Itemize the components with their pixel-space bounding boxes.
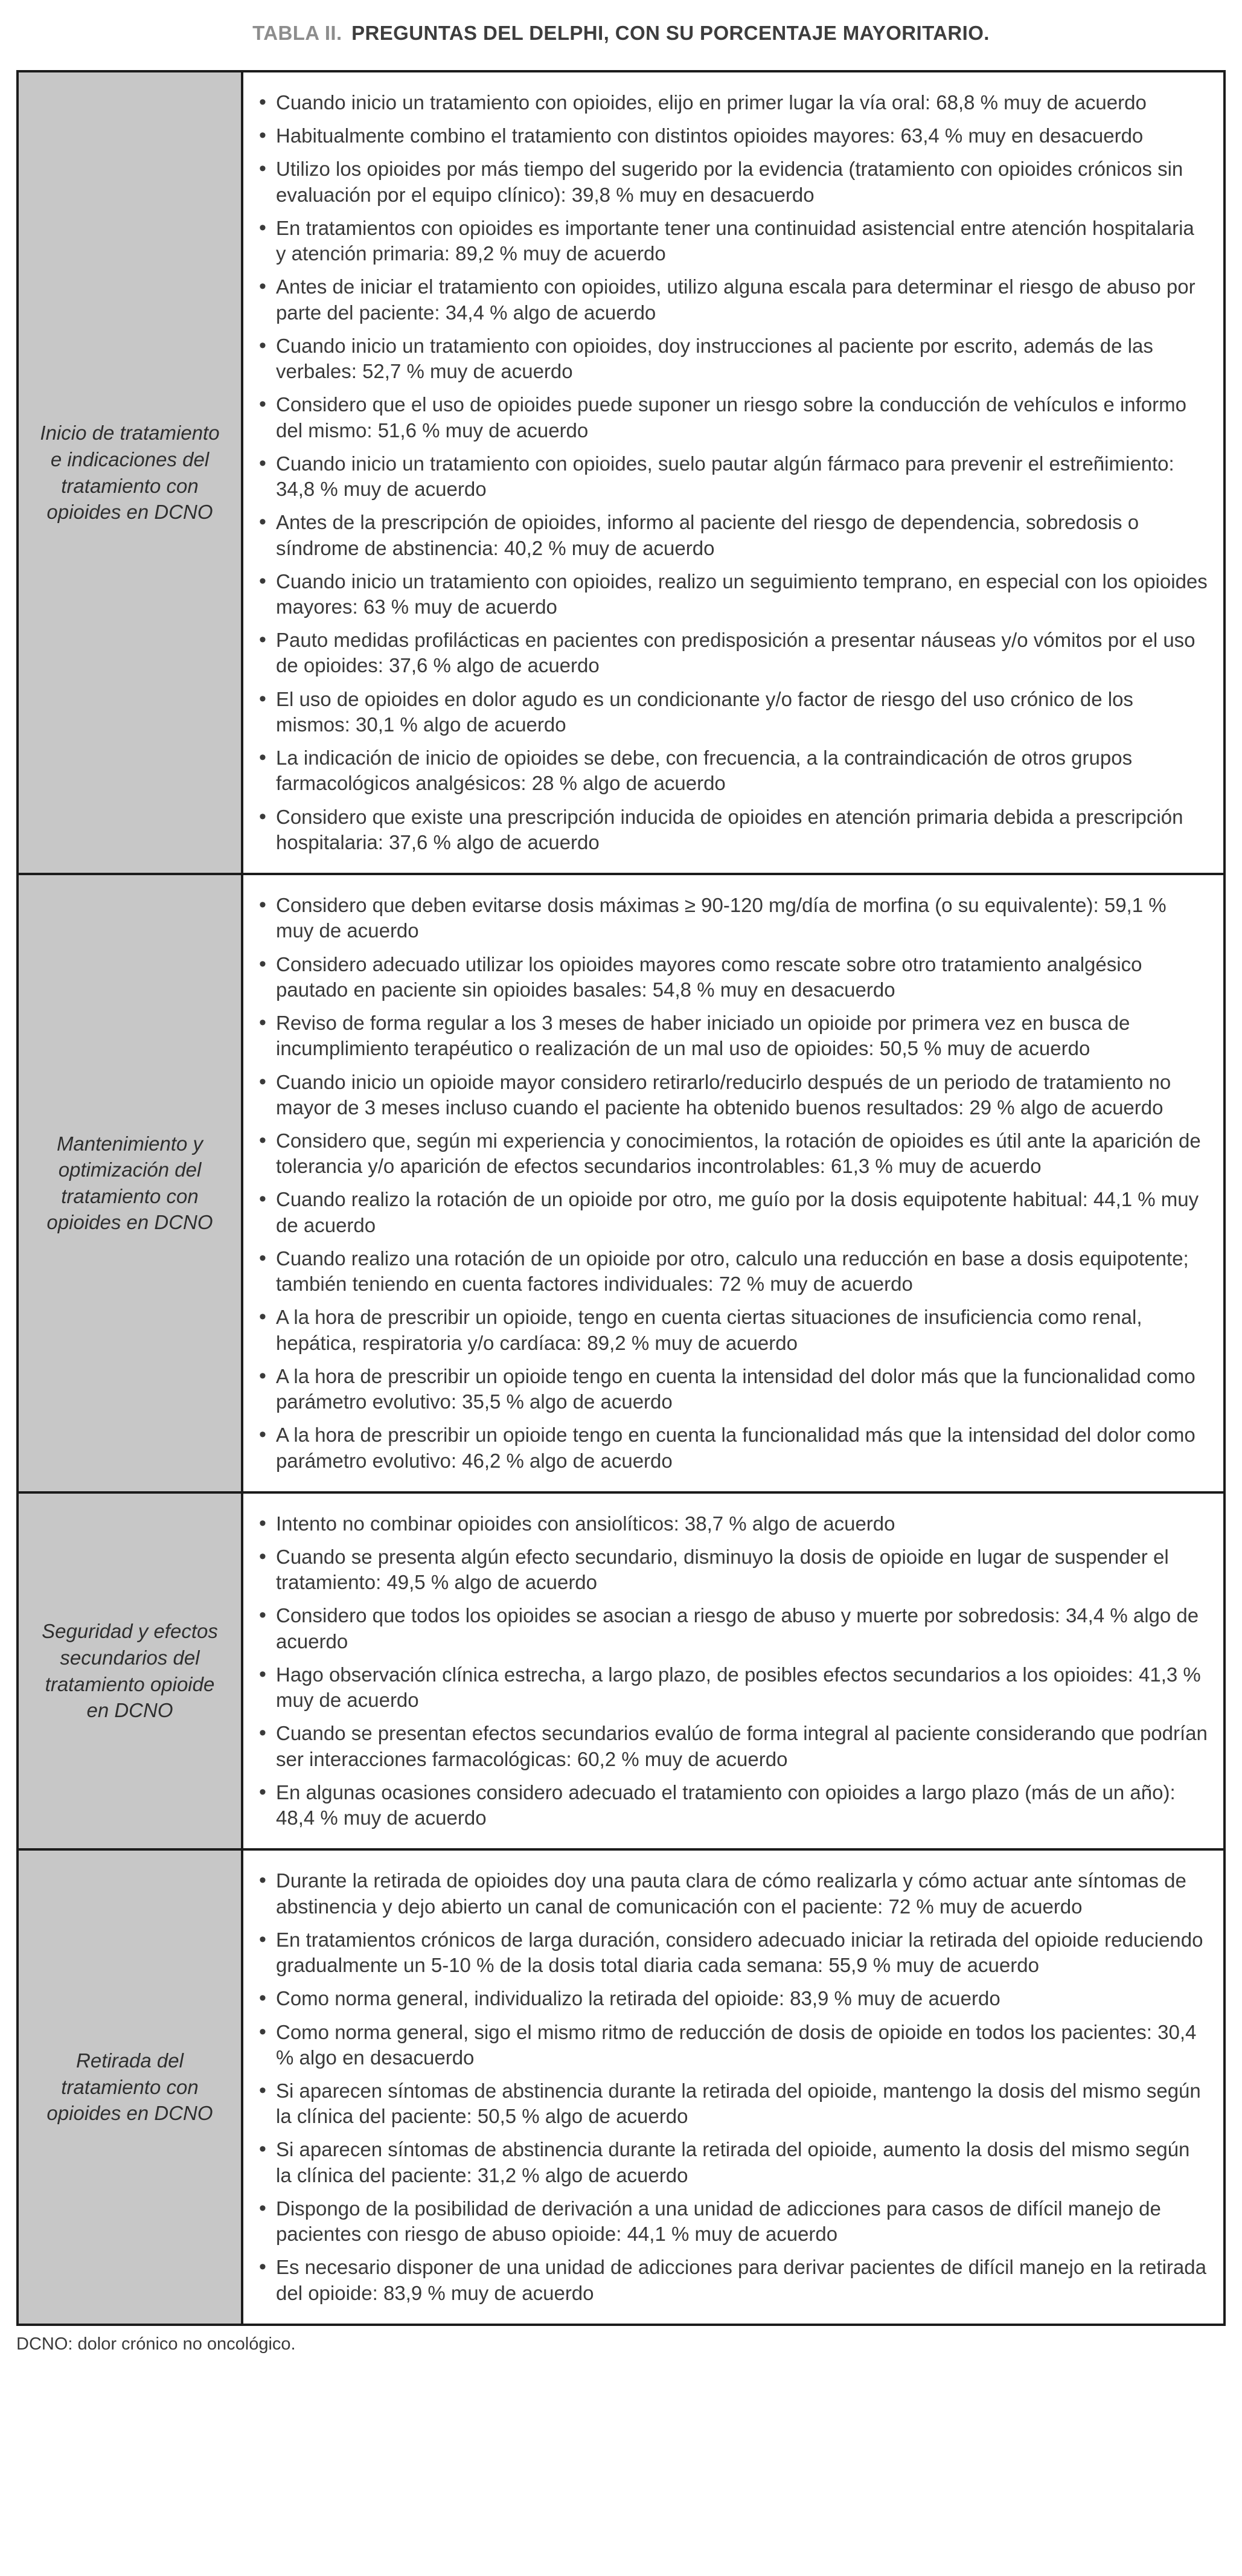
question-item: • Cuando se presentan efectos secundarios evalúo de forma integral al paciente considerando que podrían ser interacciones farmacológicas: 60,2 % muy de acuerdo bbox=[252, 1721, 1208, 1771]
table-title-label: TABLA II. bbox=[252, 22, 342, 44]
question-item: • Cuando inicio un tratamiento con opioides, suelo pautar algún fármaco para prevenir el estreñimiento: 34,8 % muy de acuerdo bbox=[252, 451, 1208, 502]
table-row bbox=[18, 1492, 1224, 1850]
question-item: • Si aparecen síntomas de abstinencia durante la retirada del opioide, mantengo la dosis del mismo según la clínica del paciente: 50,5 % algo de acuerdo bbox=[252, 2078, 1208, 2129]
table-title-text: PREGUNTAS DEL DELPHI, CON SU PORCENTAJE MAYORITARIO. bbox=[351, 22, 990, 44]
question-list bbox=[252, 893, 1208, 1474]
question-item: • Cuando inicio un opioide mayor considero retirarlo/reducirlo después de un periodo de tratamiento no mayor de 3 meses incluso cuando el paciente ha obtenido buenos resultados: 29 % algo de acuerdo bbox=[252, 1070, 1208, 1120]
question-item: • Antes de iniciar el tratamiento con opioides, utilizo alguna escala para determinar el riesgo de abuso por parte del paciente: 34,4 % algo de acuerdo bbox=[252, 274, 1208, 325]
table-row bbox=[18, 874, 1224, 1492]
question-item: • Cuando realizo la rotación de un opioide por otro, me guío por la dosis equipotente habitual: 44,1 % muy de acuerdo bbox=[252, 1187, 1208, 1238]
question-item: • Considero que todos los opioides se asocian a riesgo de abuso y muerte por sobredosis: 34,4 % algo de acuerdo bbox=[252, 1603, 1208, 1654]
category-label: Seguridad y efectos secundarios del tratamiento opioide en DCNO bbox=[42, 1620, 218, 1722]
question-item: • Si aparecen síntomas de abstinencia durante la retirada del opioide, aumento la dosis del mismo según la clínica del paciente: 31,2 % algo de acuerdo bbox=[252, 2137, 1208, 2188]
delphi-table bbox=[16, 70, 1226, 2326]
delphi-table-body bbox=[18, 71, 1224, 2325]
question-item: • Considero que el uso de opioides puede suponer un riesgo sobre la conducción de vehículos e informo del mismo: 51,6 % muy de acuerdo bbox=[252, 392, 1208, 443]
category-cell bbox=[18, 874, 242, 1492]
question-item: • Como norma general, sigo el mismo ritmo de reducción de dosis de opioide en todos los pacientes: 30,4 % algo en desacuerdo bbox=[252, 2020, 1208, 2070]
table-title bbox=[16, 22, 1226, 45]
question-item: • Cuando inicio un tratamiento con opioides, realizo un seguimiento temprano, en especial con los opioides mayores: 63 % muy de acuerdo bbox=[252, 569, 1208, 620]
category-label: Inicio de tratamiento e indicaciones del tratamiento con opioides en DCNO bbox=[40, 422, 220, 524]
question-item: • Antes de la prescripción de opioides, informo al paciente del riesgo de dependencia, sobredosis o síndrome de abstinencia: 40,2 % muy de acuerdo bbox=[252, 510, 1208, 560]
question-item: • Considero que, según mi experiencia y conocimientos, la rotación de opioides es útil ante la aparición de tolerancia y/o aparición de efectos secundarios incontrolables: 61,3 % muy de acuerdo bbox=[252, 1128, 1208, 1179]
question-list bbox=[252, 1868, 1208, 2306]
category-label: Retirada del tratamiento con opioides en DCNO bbox=[46, 2049, 213, 2125]
question-item: • Pauto medidas profilácticas en pacientes con predisposición a presentar náuseas y/o vómitos por el uso de opioides: 37,6 % algo de acuerdo bbox=[252, 628, 1208, 678]
category-label: Mantenimiento y optimización del tratamiento con opioides en DCNO bbox=[46, 1132, 213, 1234]
table-row bbox=[18, 71, 1224, 874]
question-item: • La indicación de inicio de opioides se debe, con frecuencia, a la contraindicación de otros grupos farmacológicos analgésicos: 28 % algo de acuerdo bbox=[252, 745, 1208, 796]
question-item: • Utilizo los opioides por más tiempo del sugerido por la evidencia (tratamiento con opioides crónicos sin evaluación por el equipo clínico): 39,8 % muy en desacuerdo bbox=[252, 156, 1208, 207]
question-item: • En algunas ocasiones considero adecuado el tratamiento con opioides a largo plazo (más de un año): 48,4 % muy de acuerdo bbox=[252, 1780, 1208, 1831]
category-cell bbox=[18, 71, 242, 874]
table-footnote: DCNO: dolor crónico no oncológico. bbox=[16, 2334, 296, 2354]
question-item: • Hago observación clínica estrecha, a largo plazo, de posibles efectos secundarios a los opioides: 41,3 % muy de acuerdo bbox=[252, 1662, 1208, 1713]
category-cell bbox=[18, 1849, 242, 2325]
question-item: • Intento no combinar opioides con ansiolíticos: 38,7 % algo de acuerdo bbox=[252, 1511, 1208, 1537]
question-item: • A la hora de prescribir un opioide, tengo en cuenta ciertas situaciones de insuficiencia como renal, hepática, respiratoria y/o cardíaca: 89,2 % muy de acuerdo bbox=[252, 1305, 1208, 1355]
question-item: • Reviso de forma regular a los 3 meses de haber iniciado un opioide por primera vez en busca de incumplimiento terapéutico o realización de un mal uso de opioides: 50,5 % muy de acuerdo bbox=[252, 1010, 1208, 1061]
question-item: • Considero que existe una prescripción inducida de opioides en atención primaria debida a prescripción hospitalaria: 37,6 % algo de acuerdo bbox=[252, 805, 1208, 855]
table-row bbox=[18, 1849, 1224, 2325]
questions-cell bbox=[242, 1492, 1224, 1850]
question-item: • A la hora de prescribir un opioide tengo en cuenta la intensidad del dolor más que la funcionalidad como parámetro evolutivo: 35,5 % algo de acuerdo bbox=[252, 1364, 1208, 1415]
questions-cell bbox=[242, 874, 1224, 1492]
question-item: • Dispongo de la posibilidad de derivación a una unidad de adicciones para casos de difícil manejo de pacientes con riesgo de abuso opioide: 44,1 % muy de acuerdo bbox=[252, 2196, 1208, 2247]
question-item: • Cuando inicio un tratamiento con opioides, elijo en primer lugar la vía oral: 68,8 % muy de acuerdo bbox=[252, 90, 1208, 115]
category-cell bbox=[18, 1492, 242, 1850]
question-item: • El uso de opioides en dolor agudo es un condicionante y/o factor de riesgo del uso crónico de los mismos: 30,1 % algo de acuerdo bbox=[252, 687, 1208, 737]
question-item: • Como norma general, individualizo la retirada del opioide: 83,9 % muy de acuerdo bbox=[252, 1986, 1208, 2011]
questions-cell bbox=[242, 71, 1224, 874]
question-item: • Durante la retirada de opioides doy una pauta clara de cómo realizarla y cómo actuar ante síntomas de abstinencia y dejo abierto un canal de comunicación con el paciente: 72 % muy de acuerdo bbox=[252, 1868, 1208, 1919]
question-item: • Considero que deben evitarse dosis máximas ≥ 90-120 mg/día de morfina (o su equivalente): 59,1 % muy de acuerdo bbox=[252, 893, 1208, 943]
question-item: • En tratamientos con opioides es importante tener una continuidad asistencial entre atención hospitalaria y atención primaria: 89,2 % muy de acuerdo bbox=[252, 216, 1208, 266]
question-list bbox=[252, 1511, 1208, 1831]
question-item: • Cuando inicio un tratamiento con opioides, doy instrucciones al paciente por escrito, además de las verbales: 52,7 % muy de acuerdo bbox=[252, 333, 1208, 384]
question-list bbox=[252, 90, 1208, 855]
question-item: • A la hora de prescribir un opioide tengo en cuenta la funcionalidad más que la intensidad del dolor como parámetro evolutivo: 46,2 % algo de acuerdo bbox=[252, 1422, 1208, 1473]
question-item: • Considero adecuado utilizar los opioides mayores como rescate sobre otro tratamiento analgésico pautado en paciente sin opioides basales: 54,8 % muy en desacuerdo bbox=[252, 952, 1208, 1003]
question-item: • Habitualmente combino el tratamiento con distintos opioides mayores: 63,4 % muy en desacuerdo bbox=[252, 123, 1208, 149]
questions-cell bbox=[242, 1849, 1224, 2325]
question-item: • Cuando realizo una rotación de un opioide por otro, calculo una reducción en base a dosis equipotente; también teniendo en cuenta factores individuales: 72 % muy de acuerdo bbox=[252, 1246, 1208, 1297]
question-item: • En tratamientos crónicos de larga duración, considero adecuado iniciar la retirada del opioide reduciendo gradualmente un 5-10 % de la dosis total diaria cada semana: 55,9 % muy de acuerdo bbox=[252, 1927, 1208, 1978]
question-item: • Es necesario disponer de una unidad de adicciones para derivar pacientes de difícil manejo en la retirada del opioide: 83,9 % muy de acuerdo bbox=[252, 2255, 1208, 2305]
question-item: • Cuando se presenta algún efecto secundario, disminuyo la dosis de opioide en lugar de suspender el tratamiento: 49,5 % algo de acuerdo bbox=[252, 1544, 1208, 1595]
